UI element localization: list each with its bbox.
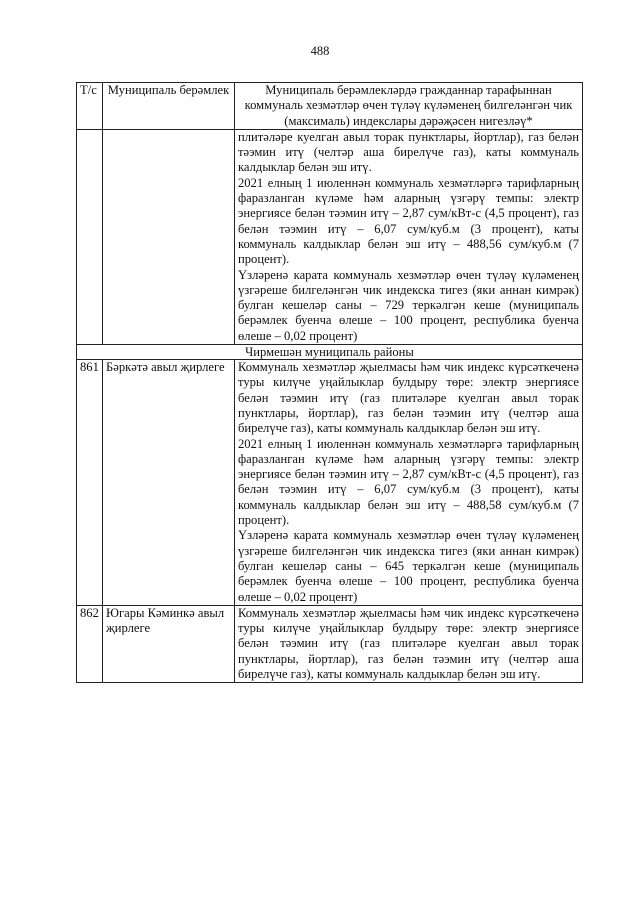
row-basis <box>235 605 583 682</box>
header-basis: Муниципаль берәмлекләрдә гражданнар тарафыннан коммуналь хезмәтләр өчен түләү күләменең билгеләнгән чик (максималь) индекслары дәрәҗәсен нигезләү* <box>235 83 583 130</box>
basis-paragraph: Коммуналь хезмәтләр җыелмасы һәм чик индекс күрсәткеченә туры килүче уңайлыклар булдыру төре: электр энергиясе белән тәэмин итү (газ плитәләре куелган авыл торак пунктлары, йортлар), газ белән тәэмин итү (челтәр аша бирелүче газ), каты коммуналь калдыклар белән эш итү. <box>238 360 579 436</box>
row-municipality: Югары Кәминкә авыл җирлеге <box>103 605 235 682</box>
table-row <box>77 129 583 344</box>
row-basis <box>235 360 583 606</box>
basis-paragraph: плитәләре куелган авыл торак пунктлары, йортлар), газ белән тәэмин итү (челтәр аша бирелүче газ), каты коммуналь калдыклар белән эш итү. <box>238 129 579 175</box>
row-municipality: Бәркәтә авыл җирлеге <box>103 360 235 606</box>
row-number: 861 <box>77 360 103 606</box>
basis-paragraph: Үзләренә карата коммуналь хезмәтләр өчен түләү күләменең үзгәреше билгеләнгән чик индекска тигез (яки аннан кимрәк) булган кешеләр саны – 645 теркәлгән кеше (муниципаль берәмлек буенча өлеше – 100 процент, республика буенча өлеше – 0,02 процент) <box>238 528 579 604</box>
basis-paragraph: 2021 елның 1 июленнән коммуналь хезмәтләргә тарифларның фаразланган күләме һәм аларның үзгәрү темпы: электр энергиясе белән тәэмин итү – 2,87 сум/кВт-с (4,5 процент), газ белән тәэмин итү – 6,07 сум/куб.м (3 процент), каты коммуналь калдыклар белән эш итү – 488,58 сум/куб.м (7 процент). <box>238 436 579 528</box>
row-number: 862 <box>77 605 103 682</box>
basis-paragraph: 2021 елның 1 июленнән коммуналь хезмәтләргә тарифларның фаразланган күләме һәм аларның үзгәрү темпы: электр энергиясе белән тәэмин итү – 2,87 сум/кВт-с (4,5 процент), газ белән тәэмин итү – 6,07 сум/куб.м (3 процент), каты коммуналь калдыклар белән эш итү – 488,56 сум/куб.м (7 процент). <box>238 175 579 267</box>
row-municipality <box>103 129 235 344</box>
row-basis <box>235 129 583 344</box>
header-number: Т/с <box>77 83 103 130</box>
basis-paragraph: Коммуналь хезмәтләр җыелмасы һәм чик индекс күрсәткеченә туры килүче уңайлыклар булдыру төре: электр энергиясе белән тәэмин итү (газ плитәләре куелган авыл торак пунктлары, йортлар), газ белән тәэмин итү (челтәр аша бирелүче газ), каты коммуналь калдыклар белән эш итү. <box>238 605 579 681</box>
district-name: Чирмешән муниципаль районы <box>77 345 583 360</box>
page-number: 488 <box>310 44 330 58</box>
basis-paragraph: Үзләренә карата коммуналь хезмәтләр өчен түләү күләменең үзгәреше билгеләнгән чик индекска тигез (яки аннан кимрәк) булган кешеләр саны – 729 теркәлгән кеше (муниципаль берәмлек буенча өлеше – 100 процент, республика буенча өлеше – 0,02 процент) <box>238 267 579 343</box>
tariff-table <box>76 82 583 683</box>
row-number <box>77 129 103 344</box>
table-row <box>77 360 583 606</box>
table-row <box>77 605 583 682</box>
table-header-row <box>77 83 583 130</box>
district-row <box>77 345 583 360</box>
header-municipality: Муниципаль берәмлек <box>103 83 235 130</box>
